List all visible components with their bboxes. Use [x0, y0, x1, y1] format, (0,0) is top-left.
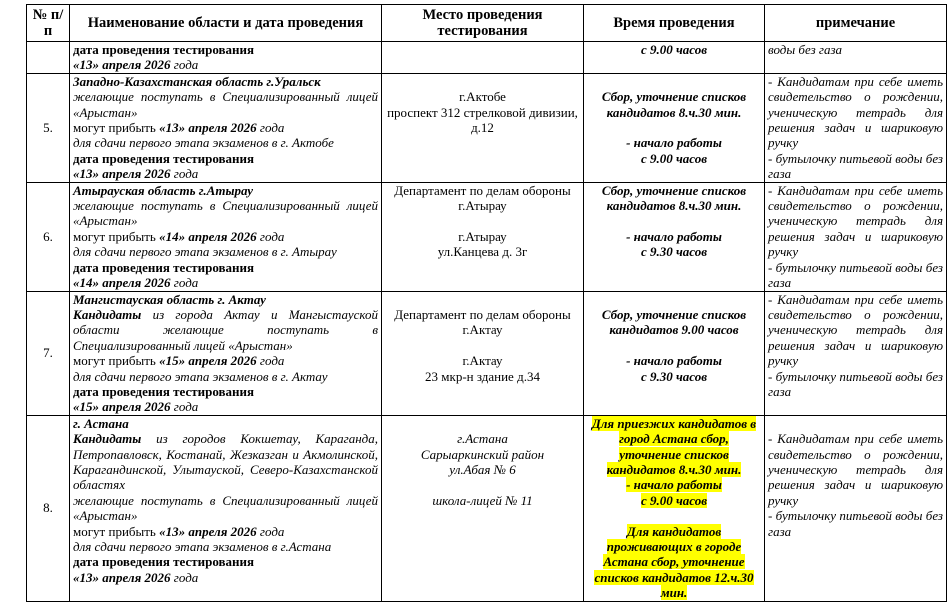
row5-arrive-post: года	[256, 120, 285, 136]
table-row-continuation	[27, 42, 947, 74]
row8-exam: для сдачи первого этапа экзаменов в г.Астана	[73, 539, 332, 554]
row6-place-dept: Департамент по делам обороны г.Атырау	[394, 182, 571, 214]
row5-place-city: г.Актобе	[459, 89, 506, 105]
row6-note	[765, 182, 947, 291]
row6-time-start: - начало работы	[626, 228, 722, 244]
row6-time-gather: Сбор, уточнение списков кандидатов 8.ч.30 мин.	[601, 182, 747, 214]
row5-note	[765, 73, 947, 182]
row7-arrive-date: «15» апреля 2026	[159, 353, 257, 369]
row8-region	[70, 415, 382, 601]
row0-note: воды без газа	[765, 42, 947, 74]
row8-arrive-pre: могут прибыть	[73, 523, 160, 539]
row7-note-docs: - Кандидатам при себе иметь свидетельство о рождении, ученическую тетрадь для решения задач и шариковую ручку	[768, 291, 943, 369]
row5-place-address: проспект 312 стрелковой дивизии, д.12	[387, 104, 578, 136]
table-row-6	[27, 182, 947, 291]
row7-time-hour: с 9.30 часов	[640, 368, 708, 384]
row6-time-hour: с 9.30 часов	[640, 244, 708, 260]
row7-cand-text: из города Актау и Мангыстауской области желающие поступать в Специализированный лицей «Арыстан»	[73, 306, 378, 353]
row6-region-title: Атырауская область г.Атырау	[73, 182, 254, 198]
row5-note-docs: - Кандидатам при себе иметь свидетельство о рождении, ученическую тетрадь для решения задач и шариковую ручку	[768, 73, 943, 151]
row8-time	[584, 415, 765, 601]
row8-region-title: г. Астана	[73, 415, 129, 431]
row5-note-water: - бутылочку питьевой воды без газа	[768, 150, 943, 182]
row5-arrive-pre: могут прибыть	[73, 120, 160, 136]
row5-place	[382, 73, 584, 182]
header-place: Место проведения тестирования	[382, 5, 584, 42]
row8-test-date: «13» апреля 2026	[73, 569, 171, 585]
row5-num: 5.	[27, 73, 70, 182]
row0-test-date: «13» апреля 2026	[73, 57, 171, 73]
row6-arrive-post: года	[256, 228, 285, 244]
row8-test-label: дата проведения тестирования	[73, 554, 255, 570]
schedule-table	[26, 4, 947, 602]
row8-time-start: - начало работы	[626, 477, 722, 493]
row0-test-label: дата проведения тестирования	[73, 42, 255, 57]
row8-note-docs: - Кандидатам при себе иметь свидетельство о рождении, ученическую тетрадь для решения задач и шариковую ручку	[768, 431, 943, 508]
row8-place-school: школа-лицей № 11	[432, 492, 533, 508]
row8-note-water: - бутылочку питьевой воды без газа	[768, 508, 943, 539]
row7-test-label: дата проведения тестирования	[73, 383, 255, 399]
row0-num	[27, 42, 70, 74]
row5-time-gather: Сбор, уточнение списков кандидатов 8.ч.30 мин.	[601, 89, 747, 120]
row8-region-desc: желающие поступать в Специализированный лицей «Арыстан»	[73, 492, 378, 524]
row7-test-post: года	[170, 399, 199, 415]
row6-test-label: дата проведения тестирования	[73, 259, 255, 275]
row5-time	[584, 73, 765, 182]
row7-cand-label: Кандидаты	[73, 306, 142, 322]
row8-arrive-post: года	[256, 523, 285, 539]
row7-arrive-pre: могут прибыть	[73, 353, 160, 369]
row6-arrive-pre: могут прибыть	[73, 228, 160, 244]
row6-note-docs: - Кандидатам при себе иметь свидетельство о рождении, ученическую тетрадь для решения задач и шариковую ручку	[768, 182, 943, 260]
row7-place-address: 23 мкр-н здание д.34	[425, 368, 540, 384]
row6-note-water: - бутылочку питьевой воды без газа	[768, 259, 943, 291]
header-region: Наименование области и дата проведения	[70, 5, 382, 42]
row8-cand-text: из городов Кокшетау, Караганда, Петропавловск, Костанай, Жезказган и Акмолинской, Карагандинской, Улытауской, Северо-Казахстанской областях	[73, 431, 378, 493]
row7-time-gather: Сбор, уточнение списков кандидатов 9.00 часов	[601, 306, 747, 338]
row6-num: 6.	[27, 182, 70, 291]
row5-time-hour: с 9.00 часов	[640, 150, 708, 166]
table-row-8	[27, 415, 947, 601]
row7-place-dept: Департамент по делам обороны г.Актау	[394, 306, 571, 338]
row6-arrive-date: «14» апреля 2026	[159, 228, 257, 244]
row8-cand-label: Кандидаты	[73, 431, 142, 447]
row8-place	[382, 415, 584, 601]
row7-place-city: г.Актау	[462, 353, 503, 369]
row7-note-water: - бутылочку питьевой воды без газа	[768, 368, 943, 399]
header-row	[27, 5, 947, 42]
row6-test-post: года	[170, 275, 199, 291]
row8-time-visitors: Для приезжих кандидатов в город Астана сбор, уточнение списков кандидатов 8.ч.30 мин.	[591, 415, 757, 477]
row0-test-year: года	[170, 57, 199, 73]
row6-place-address: ул.Канцева д. 3г	[437, 244, 528, 260]
row7-note	[765, 291, 947, 415]
row8-num: 8.	[27, 415, 70, 601]
row8-place-city: г.Астана	[457, 431, 508, 447]
row7-time-start: - начало работы	[626, 353, 722, 369]
row8-test-post: года	[170, 569, 199, 585]
row8-time-hour: с 9.00 часов	[640, 492, 708, 508]
row6-place-city: г.Атырау	[458, 228, 507, 244]
row6-exam: для сдачи первого этапа экзаменов в г. Атырау	[73, 244, 337, 260]
row5-test-label: дата проведения тестирования	[73, 150, 255, 166]
row5-exam: для сдачи первого этапа экзаменов в г. Актобе	[73, 135, 334, 151]
row7-region	[70, 291, 382, 415]
row8-arrive-date: «13» апреля 2026	[159, 523, 257, 539]
row7-time	[584, 291, 765, 415]
row7-place	[382, 291, 584, 415]
row6-region-desc: желающие поступать в Специализированный лицей «Арыстан»	[73, 198, 378, 229]
row7-num: 7.	[27, 291, 70, 415]
row8-place-district: Сарыаркинский район	[420, 446, 545, 462]
row6-place	[382, 182, 584, 291]
table-row-5	[27, 73, 947, 182]
row0-place	[382, 42, 584, 74]
row8-note	[765, 415, 947, 601]
header-num: № п/п	[27, 5, 70, 42]
row5-test-date: «13» апреля 2026	[73, 166, 171, 182]
row7-test-date: «15» апреля 2026	[73, 399, 171, 415]
row6-test-date: «14» апреля 2026	[73, 275, 171, 291]
row8-place-address: ул.Абая № 6	[449, 461, 516, 477]
table-row-7	[27, 291, 947, 415]
row5-time-start: - начало работы	[626, 135, 722, 151]
row6-time	[584, 182, 765, 291]
row8-time-residents: Для кандидатов проживающих в городе Астана сбор, уточнение списков кандидатов 12.ч.30 мин.	[594, 523, 754, 601]
row7-arrive-post: года	[256, 353, 285, 369]
header-time: Время проведения	[584, 5, 765, 42]
row0-time: с 9.00 часов	[584, 42, 765, 74]
row5-region	[70, 73, 382, 182]
row6-region	[70, 182, 382, 291]
row5-arrive-date: «13» апреля 2026	[159, 120, 257, 136]
row7-exam: для сдачи первого этапа экзаменов в г. Актау	[73, 368, 328, 384]
header-note: примечание	[765, 5, 947, 42]
row7-region-title: Мангистауская область г. Актау	[73, 291, 266, 307]
row5-region-desc: желающие поступать в Специализированный лицей «Арыстан»	[73, 89, 378, 120]
row5-test-post: года	[170, 166, 199, 182]
row5-region-title: Западно-Казахстанская область г.Уральск	[73, 73, 321, 89]
row0-region	[70, 42, 382, 74]
